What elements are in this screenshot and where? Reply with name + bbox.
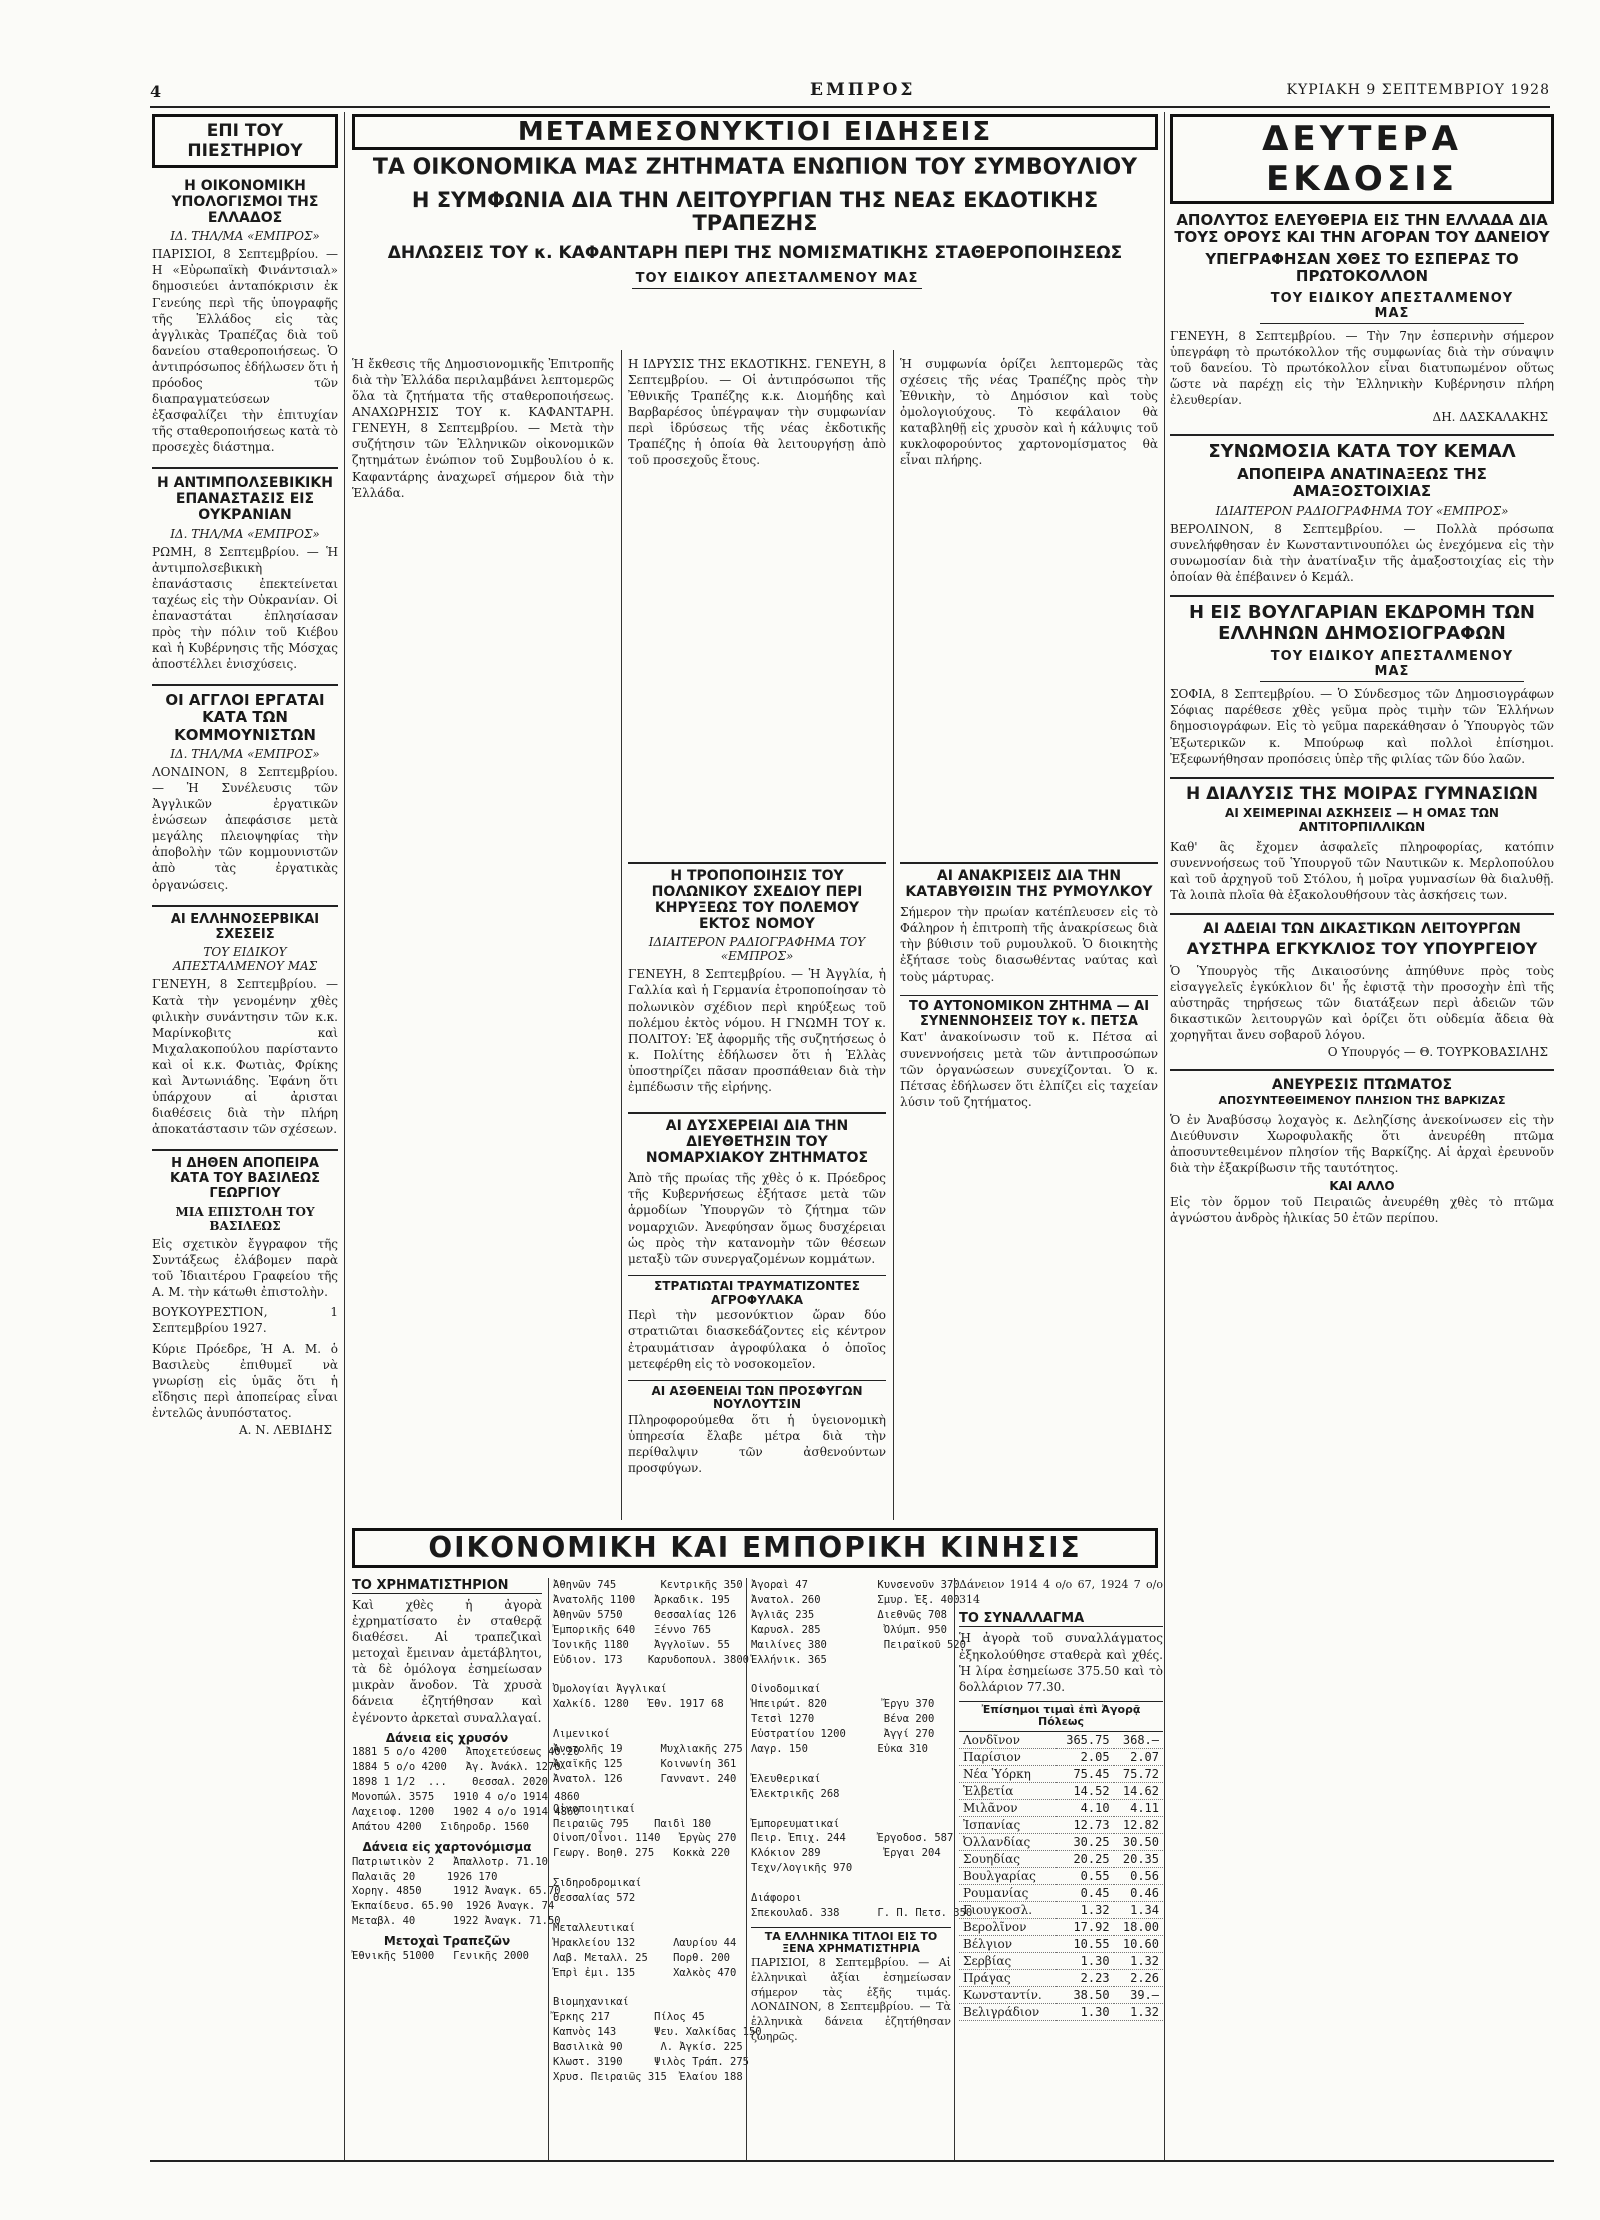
shares-list-2: Ἀγοραὶ 47 Κυνσενοῦν 370 Ἀνατολ. 260 Σμυρ. Ἐξ. 400 Ἀγλιᾶς 235 Διεθνῶς 708 Καρυσλ. 285 Ὀλύμπ. 950 Μαιλίνες 380 Πειραϊκοῦ 520 Ἑλλήνικ. 365 Οἰνοδομικαί Ἡπειρώτ. 820 Ἔργυ 370 Τετσὶ 1270 Βένα 200 Εὐστρατίου 1200 Ἀγγί 270 Λαγρ. 150 Εὐκα 310 Ἐλευθερικαί Ἐλεκτρικῆς 268 Ἐμπορευματικαί Πειρ. Ἐπιχ. 244 Ἐργοδοσ. 587 Κλόκιον 289 Ἐργαι 204 Τεχν/λογικῆς 970 Διάφοροι Σπεκουλαδ. 338 Γ. Π. Πετσ. 350 <box>751 1579 973 1919</box>
fx-buy: 4.10 <box>1056 1800 1113 1817</box>
article-body: Ἀπὸ τῆς πρωίας τῆς χθὲς ὁ κ. Πρόεδρος τῆς Κυβερνήσεως ἐξήτασε μετὰ τῶν ἁρμοδίων Ὑπουργῶν τὸ ζήτημα τῶν νομαρχιῶν. Ἀνεφύησαν ὅμως δυσχέρειαι ὡς πρὸς τὴν κατανομὴν τῶν θέσεων μεταξὺ τῶν συνεργαζομένων κομμάτων. <box>628 1171 886 1266</box>
article-title: ΑΙ ΕΛΛΗΝΟΣΕΡΒΙΚΑΙ ΣΧΕΣΕΙΣ <box>170 911 320 942</box>
fx-row <box>959 1766 1163 1783</box>
article-prefectures <box>628 1112 886 1526</box>
fx-body: Ἡ ἀγορὰ τοῦ συναλλάγματος ἐξηκολούθησε σταθερὰ καὶ χθές. Ἡ λίρα ἐσημείωσε 375.50 καὶ τὸ δολλάριον 77.30. <box>959 1631 1163 1694</box>
fx-currency: Σερβίας <box>959 1953 1056 1970</box>
column-rule <box>344 112 345 2162</box>
fx-sell: 20.35 <box>1114 1851 1163 1868</box>
fx-currency: Παρίσιον <box>959 1749 1056 1766</box>
fx-table-body <box>959 1732 1163 2021</box>
right-column <box>1170 114 1554 2162</box>
fx-sell: 0.56 <box>1114 1868 1163 1885</box>
article-title: ΑΙ ΔΥΣΧΕΡΕΙΑΙ ΔΙΑ ΤΗΝ ΔΙΕΥΘΕΤΗΣΙΝ ΤΟΥ ΝΟΜΑΡΧΙΑΚΟΥ ΖΗΤΗΜΑΤΟΣ <box>645 1118 869 1167</box>
loans2-list: Πατριωτικὸν 2 Ἀπαλλοτρ. 71.10 Παλαιᾶς 20 1926 170 Χορηγ. 4850 1912 Ἀναγκ. 65.70 Ἐκπαίδευσ. 65.90 1926 Ἀναγκ. 74 Μεταβλ. 40 1922 Ἀναγκ. 71.50 <box>352 1855 561 1928</box>
fx-buy: 30.25 <box>1056 1834 1113 1851</box>
lead-subheadline: Η ΣΥΜΦΩΝΙΑ ΔΙΑ ΤΗΝ ΛΕΙΤΟΥΡΓΙΑΝ ΤΗΣ ΝΕΑΣ ΕΚΔΟΤΙΚΗΣ ΤΡΑΠΕΖΗΣ <box>411 187 1099 236</box>
exchange-body: Καὶ χθὲς ἡ ἀγορὰ ἐχρηματίσατο ἐν σταθερᾷ διαθέσει. Αἱ τραπεζικαὶ μετοχαὶ ἔμειναν ἀμετάβλητοι, τὰ δὲ ὁμόλογα ἐσημείωσαν μικρὰν ἄνοδον. Τὰ χρυσὰ δάνεια ἐζητήθησαν καὶ ἐγένοντο ἀρκεταὶ συναλλαγαί. <box>352 1598 542 1725</box>
fx-sell: 4.11 <box>1114 1800 1163 1817</box>
article-body: ΣΟΦΙΑ, 8 Σεπτεμβρίου. — Ὁ Σύνδεσμος τῶν Δημοσιογράφων Σόφιας παρέθεσε χθὲς γεῦμα πρὸς τιμὴν τῶν Ἑλλήνων δημοσιογράφων. Εἰς τὸ γεῦμα παρεκάθησαν ὁ Ὑπουργὸς τῶν Ἐξωτερικῶν κ. Μπούρωφ καὶ πολλοὶ ἐπίσημοι. Ἐξεφωνήθησαν προπόσεις ὑπὲρ τῆς φιλίας τῶν δύο λαῶν. <box>1170 687 1554 766</box>
sub-article-title: ΣΤΡΑΤΙΩΤΑΙ ΤΡΑΥΜΑΤΙΖΟΝΤΕΣ ΑΓΡΟΦΥΛΑΚΑ <box>628 1275 886 1308</box>
article-body: ΡΩΜΗ, 8 Σεπτεμβρίου. — Ἡ ἀντιμπολσεβικικὴ ἐπανάστασις ἐπεκτείνεται ταχέως εἰς τὴν Οὐκρανίαν. Οἱ ἐπαναστάται ἐπλησίασαν πρὸς τὴν πόλιν τοῦ Κιέβου καὶ ἡ Κυβέρνησις τῆς Μόσχας ἀποστέλλει ἐνισχύσεις. <box>152 544 338 672</box>
article-body: Κύριε Πρόεδρε, Ἡ Α. Μ. ὁ Βασιλεὺς ἐπιθυμεῖ νὰ γνωρίσῃ εἰς ὑμᾶς ὅτι ἡ εἴδησις περὶ ἀποπείρας εἶναι ἐντελῶς ἀνυπόστατος. <box>152 1341 338 1420</box>
banks-title: Μετοχαὶ Τραπεζῶν <box>383 1934 511 1949</box>
article-title: ΑΙ ΑΝΑΚΡΙΣΕΙΣ ΔΙΑ ΤΗΝ ΚΑΤΑΒΥΘΙΣΙΝ ΤΗΣ ΡΥΜΟΥΛΚΟΥ <box>905 868 1153 901</box>
center-banner: ΜΕΤΑΜΕΣΟΝΥΚΤΙΟΙ ΕΙΔΗΣΕΙΣ <box>352 114 1158 150</box>
article-signature: Ο Υπουργός — Θ. ΤΟΥΡΚΟΒΑΣΙΛΗΣ <box>1327 1044 1548 1059</box>
article-body: ΓΕΝΕΥΗ, 8 Σεπτεμβρίου. — Κατὰ τὴν γενομένην χθὲς φιλικὴν συνάντησιν τῶν κ.κ. Μαρίνκοβιτς καὶ Μιχαλακοπούλου παρίσταντο καὶ οἱ κ.κ. Φωτιὰς, Φρίκης καὶ Ἀντωνιάδης. Ἐφάνη ὅτι ὑπάρχουν αἱ ἀρισται διαθέσεις διὰ τὴν πλήρη ἀποκατάστασιν τῶν σχέσεων. <box>152 977 338 1137</box>
article-corpse <box>1170 1069 1554 1226</box>
article-source: ΤΟΥ ΕΙΔΙΚΟΥ ΑΠΕΣΤΑΛΜΕΝΟΥ ΜΑΣ <box>172 945 318 974</box>
article-economic <box>152 178 338 455</box>
fx-row <box>959 1817 1163 1834</box>
foreign-exchange-note: ΠΑΡΙΣΙΟΙ, 8 Σεπτεμβρίου. — Αἱ ἑλληνικαὶ ἀξίαι ἐσημείωσαν σήμερον τὰς ἑξῆς τιμάς. ΛΟΝΔΙΝΟΝ, 8 Σεπτεμβρίου. — Τὰ ἑλληνικὰ δάνεια ἐζητήθησαν ζωηρῶς. <box>751 1956 951 2043</box>
article-body: ΒΕΡΟΛΙΝΟΝ, 8 Σεπτεμβρίου. — Πολλὰ πρόσωπα συνελήφθησαν ἐν Κωνσταντινουπόλει ὡς ἐνεχόμενα εἰς τὴν συνωμοσίαν διὰ τὴν ἀνατίναξιν τῆς ἀμαξοστοιχίας εἰς τὴν ὁποίαν θὰ ἐπέβαινεν ὁ Κεμάλ. <box>1170 521 1554 584</box>
article-tugboat <box>900 862 1158 1526</box>
fx-row <box>959 1732 1163 1749</box>
fx-row <box>959 1919 1163 1936</box>
article-polish-plan <box>628 862 886 1108</box>
fx-currency: Σουηδίας <box>959 1851 1056 1868</box>
fx-buy: 17.92 <box>1056 1919 1113 1936</box>
fx-row <box>959 1800 1163 1817</box>
fx-currency: Βελιγράδιον <box>959 2004 1056 2021</box>
article-fleet <box>1170 777 1554 903</box>
bottom-rule <box>150 2160 1554 2162</box>
fx-sell: 10.60 <box>1114 1936 1163 1953</box>
fx-sell: 368.— <box>1114 1732 1163 1749</box>
article-loan-protocol <box>1170 212 1554 424</box>
aside-body: Πληροφορούμεθα ὅτι ἡ ὑγειονομικὴ ὑπηρεσία ἔλαβε μέτρα διὰ τὴν περίθαλψιν τῶν ἀσθενούντων προσφύγων. <box>628 1413 886 1476</box>
fx-sell: 1.32 <box>1114 2004 1163 2021</box>
article-title: ΑΠΟΛΥΤΟΣ ΕΛΕΥΘΕΡΙΑ ΕΙΣ ΤΗΝ ΕΛΛΑΔΑ ΔΙΑ ΤΟΥΣ ΟΡΟΥΣ ΚΑΙ ΤΗΝ ΑΓΟΡΑΝ ΤΟΥ ΔΑΝΕΙΟΥ <box>1174 211 1550 247</box>
fx-currency: Ὀλλανδίας <box>959 1834 1056 1851</box>
article-title: ΣΥΝΩΜΟΣΙΑ ΚΑΤΑ ΤΟΥ ΚΕΜΑΛ <box>1208 441 1516 463</box>
article-body: Ἡ ἔκθεσις τῆς Δημοσιονομικῆς Ἐπιτροπῆς διὰ τὴν Ἑλλάδα περιλαμβάνει λεπτομερῶς ὅλα τὰ ζητήματα τῆς σταθεροποιήσεως. ΑΝΑΧΩΡΗΣΙΣ ΤΟΥ κ. ΚΑΦΑΝΤΑΡΗ. ΓΕΝΕΥΗ, 8 Σεπτεμβρίου. — Μετὰ τὴν συζήτησιν τῶν Ἑλληνικῶν οἰκονομικῶν ζητημάτων ἐνώπιον τοῦ Συμβουλίου ὁ κ. Καφαντάρης ἀναχωρεῖ σήμερον διὰ τὴν Ἑλλάδα. <box>352 357 614 500</box>
second-edition-banner: ΔΕΥΤΕΡΑ ΕΚΔΟΣΙΣ <box>1170 114 1554 204</box>
article-kicker: ΤΟΥ ΕΙΔΙΚΟΥ ΑΠΕΣΤΑΛΜΕΝΟΥ ΜΑΣ <box>1260 291 1524 324</box>
article-title: Η ΕΙΣ ΒΟΥΛΓΑΡΙΑΝ ΕΚΔΡΟΜΗ ΤΩΝ ΕΛΛΗΝΩΝ ΔΗΜΟΣΙΟΓΡΑΦΩΝ <box>1189 601 1535 644</box>
market-col-3 <box>746 1578 973 2162</box>
masthead: ΕΜΠΡΟΣ <box>810 80 916 100</box>
fx-sell: 0.46 <box>1114 1885 1163 1902</box>
sub-article-body: Εἰς τὸν ὅρμον τοῦ Πειραιῶς ἀνευρέθη χθὲς τὸ πτῶμα ἀγνώστου ἀνδρὸς ἡλικίας 50 ἐτῶν περίπου. <box>1170 1194 1554 1225</box>
article-workers <box>152 684 338 892</box>
article-bulgaria-trip <box>1170 595 1554 767</box>
article-body: Ὁ Ὑπουργὸς τῆς Δικαιοσύνης ἀπηύθυνε πρὸς τοὺς εἰσαγγελεῖς ἐγκύκλιον δι' ἧς ἐφιστᾷ τὴν προσοχὴν ἐπὶ τῆς αὐστηρᾶς τηρήσεως τῶν διατάξεων περὶ ἀδειῶν τῶν δικαστικῶν λειτουργῶν καὶ ὁρίζει ὅτι οὐδεμία ἄδεια θὰ χορηγῆται ἄνευ σοβαροῦ λόγου. <box>1170 963 1554 1042</box>
article-title: Η ΑΝΤΙΜΠΟΛΣΕΒΙΚΙΚΗ ΕΠΑΝΑΣΤΑΣΙΣ ΕΙΣ ΟΥΚΡΑΝΙΑΝ <box>157 475 333 524</box>
fx-currency: Λονδῖνον <box>959 1732 1056 1749</box>
fx-row <box>959 1749 1163 1766</box>
fx-currency: Βουλγαρίας <box>959 1868 1056 1885</box>
fx-buy: 365.75 <box>1056 1732 1113 1749</box>
article-title: Η ΔΗΘΕΝ ΑΠΟΠΕΙΡΑ ΚΑΤΑ ΤΟΥ ΒΑΣΙΛΕΩΣ ΓΕΩΡΓΙΟΥ <box>169 1156 320 1202</box>
fx-currency: Βερολῖνον <box>959 1919 1056 1936</box>
sub-article-body: Κατ' ἀνακοίνωσιν τοῦ κ. Πέτσα αἱ συνεννοήσεις μετὰ τῶν ἀντιπροσώπων τῶν ὀργανώσεων συνεχίζονται. Ὁ κ. Πέτσας ἐδήλωσεν ὅτι ἐλπίζει εἰς ταχείαν λύσιν τοῦ ζητήματος. <box>900 1030 1158 1109</box>
sub-article-title: ΤΟ ΑΥΤΟΝΟΜΙΚΟΝ ΖΗΤΗΜΑ — ΑΙ ΣΥΝΕΝΝΟΗΣΕΙΣ ΤΟΥ κ. ΠΕΤΣΑ <box>900 995 1158 1030</box>
fx-currency: Νέα Ὑόρκη <box>959 1766 1056 1783</box>
article-body: Σήμερον τὴν πρωίαν κατέπλευσεν εἰς τὸ Φάληρον ἡ ἐπιτροπὴ τῆς ἀνακρίσεως διὰ τὴν βύθισιν τοῦ ρυμουλκοῦ. Ὁ διοικητὴς ἐξήτασε τοὺς διασωθέντας ναύτας καὶ τοὺς μάρτυρας. <box>900 905 1158 984</box>
lead-col-2 <box>628 356 886 856</box>
market-col-1 <box>352 1578 580 2162</box>
article-subtitle: ΜΙΑ ΕΠΙΣΤΟΛΗ ΤΟΥ ΒΑΣΙΛΕΩΣ <box>175 1205 315 1234</box>
article-body: ΓΕΝΕΥΗ, 8 Σεπτεμβρίου. — Τὴν 7ην ἑσπερινὴν σήμερον ὑπεγράφη τὸ πρωτόκολλον τῆς συμφωνίας διὰ τὴν σύναψιν τοῦ δανείου. Τὸ πρωτόκολλον εἶναι διατυπωμένον οὕτως ὥστε νὰ παρέχῃ εἰς τὴν Ἑλληνικὴν Κυβέρνησιν πλήρη ἐλευθερίαν. <box>1170 329 1554 408</box>
fx-buy: 0.55 <box>1056 1868 1113 1885</box>
fx-row <box>959 1851 1163 1868</box>
loans-title: Δάνεια εἰς χρυσόν <box>385 1730 509 1745</box>
article-title: ΟΙ ΑΓΓΛΟΙ ΕΡΓΑΤΑΙ ΚΑΤΑ ΤΩΝ ΚΟΜΜΟΥΝΙΣΤΩΝ <box>165 691 325 744</box>
article-body: Η ΙΔΡΥΣΙΣ ΤΗΣ ΕΚΔΟΤΙΚΗΣ. ΓΕΝΕΥΗ, 8 Σεπτεμβρίου. — Οἱ ἀντιπρόσωποι τῆς Ἐθνικῆς Τραπέζης κ.κ. Διομήδης καὶ Βαρβαρέσος ὑπέγραψαν τὴν συμφωνίαν περὶ ἱδρύσεως τῆς νέας ἐκδοτικῆς Τραπέζης ἡ ὁποία θὰ λειτουργήσῃ ἀπὸ τοῦ προσεχοῦς ἔτους. <box>628 357 886 468</box>
lead-col-3 <box>900 356 1158 856</box>
article-subtitle: ΑΠΟΣΥΝΤΕΘΕΙΜΕΝΟΥ ΠΛΗΣΙΟΝ ΤΗΣ ΒΑΡΚΙΖΑΣ <box>1218 1094 1506 1108</box>
fx-currency: Πράγας <box>959 1970 1056 1987</box>
article-king <box>152 1149 338 1437</box>
fx-buy: 75.45 <box>1056 1766 1113 1783</box>
lead-deck: ΔΗΛΩΣΕΙΣ ΤΟΥ κ. ΚΑΦΑΝΤΑΡΗ ΠΕΡΙ ΤΗΣ ΝΟΜΙΣΜΑΤΙΚΗΣ ΣΤΑΘΕΡΟΠΟΙΗΣΕΩΣ <box>387 242 1123 263</box>
loans-list: 1881 5 ο/ο 4200 Ἀποχετεύσεως 40.20 1884 5 ο/ο 4200 Ἀγ. Ἀνάκλ. 1270 1898 1 1/2 ... Θεσσαλ. 2020 Μονοπώλ. 3575 1910 4 ο/ο 1914 4860 Λαχειοφ. 1200 1902 4 ο/ο 1914 4860 Απάτου 4200 Σιδηροδρ. 1560 <box>352 1746 580 1833</box>
fx-currency: Ρουμανίας <box>959 1885 1056 1902</box>
fx-currency: Κωνσταντίν. <box>959 1987 1056 2004</box>
article-body: Καθ' ἃς ἔχομεν ἀσφαλεῖς πληροφορίας, κατόπιν συνεννοήσεως τοῦ Ὑπουργοῦ τῶν Ναυτικῶν κ. Μερλοπούλου καὶ τοῦ ἀρχηγοῦ τοῦ Στόλου, ἡ μοῖρα γυμνασίων θὰ διαλυθῇ. Τὰ λοιπὰ πλοῖα θὰ ἐξακολουθήσουν τὰς ἀσκήσεις των. <box>1170 839 1554 903</box>
article-source: ΙΔΙΑΙΤΕΡΟΝ ΡΑΔΙΟΓΡΑΦΗΜΑ ΤΟΥ «ΕΜΠΡΟΣ» <box>1215 503 1509 518</box>
fx-sell: 18.00 <box>1114 1919 1163 1936</box>
article-title: ΑΙ ΑΔΕΙΑΙ ΤΩΝ ΔΙΚΑΣΤΙΚΩΝ ΛΕΙΤΟΥΡΓΩΝ <box>1203 921 1521 938</box>
fx-buy: 38.50 <box>1056 1987 1113 2004</box>
article-title: Η ΟΙΚΟΝΟΜΙΚΗ ΥΠΟΛΟΓΙΣΜΟΙ ΤΗΣ ΕΛΛΑΔΟΣ <box>171 178 319 227</box>
article-greek-serbian <box>152 905 338 1138</box>
article-body: Ἡ συμφωνία ὁρίζει λεπτομερῶς τὰς σχέσεις τῆς νέας Τραπέζης πρὸς τὴν Ἐθνικὴν, τὸ Δημόσιον καὶ τοὺς ὀμολογιούχους. Τὸ κεφάλαιον θὰ καταβληθῇ εἰς χρυσὸν καὶ ἡ κάλυψις τοῦ κυκλοφορούντος χαρτονομίσματος θὰ εἶναι πλήρης. <box>900 357 1158 468</box>
article-judges <box>1170 913 1554 1059</box>
fx-table-title: Ἐπίσημοι τιμαὶ ἐπὶ Ἀγορᾷ Πόλεως <box>959 1701 1163 1732</box>
section-title: ΕΠΙ ΤΟΥ ΠΙΕΣΤΗΡΙΟΥ <box>152 114 338 168</box>
column-rule <box>893 350 894 1520</box>
fx-buy: 2.23 <box>1056 1970 1113 1987</box>
running-header <box>150 80 1550 108</box>
article-ukraine <box>152 467 338 672</box>
column-rule <box>1164 112 1165 2162</box>
issue-date: ΚΥΡΙΑΚΗ 9 ΣΕΠΤΕΜΒΡΙΟΥ 1928 <box>1286 82 1550 98</box>
fx-sell: 1.32 <box>1114 1953 1163 1970</box>
fx-sell: 39.— <box>1114 1987 1163 2004</box>
article-title: Η ΤΡΟΠΟΠΟΙΗΣΙΣ ΤΟΥ ΠΟΛΩΝΙΚΟΥ ΣΧΕΔΙΟΥ ΠΕΡΙ ΚΗΡΥΞΕΩΣ ΤΟΥ ΠΟΛΕΜΟΥ ΕΚΤΟΣ ΝΟΜΟΥ <box>651 868 863 933</box>
fx-buy: 1.32 <box>1056 1902 1113 1919</box>
market-col-4 <box>954 1578 1163 2162</box>
sub-article-title: ΚΑΙ ΑΛΛΟ <box>1329 1179 1395 1194</box>
fx-sell: 2.07 <box>1114 1749 1163 1766</box>
fx-row <box>959 1953 1163 1970</box>
fx-row <box>959 1970 1163 1987</box>
article-subtitle: ΑΙ ΧΕΙΜΕΡΙΝΑΙ ΑΣΚΗΣΕΙΣ — Η ΟΜΑΣ ΤΩΝ ΑΝΤΙΤΟΡΠΙΛΛΙΚΩΝ <box>1225 806 1499 834</box>
article-title: Η ΔΙΑΛΥΣΙΣ ΤΗΣ ΜΟΙΡΑΣ ΓΥΜΝΑΣΙΩΝ <box>1186 783 1538 804</box>
market-col-2 <box>548 1578 762 2162</box>
page-number: 4 <box>150 82 162 101</box>
fx-row <box>959 1987 1163 2004</box>
fx-sell: 2.26 <box>1114 1970 1163 1987</box>
exchange-title: ΤΟ ΧΡΗΜΑΤΙΣΤΗΡΙΟΝ <box>352 1578 542 1594</box>
market-banner: ΟΙΚΟΝΟΜΙΚΗ ΚΑΙ ΕΜΠΟΡΙΚΗ ΚΙΝΗΣΙΣ <box>352 1528 1158 1568</box>
fx-buy: 12.73 <box>1056 1817 1113 1834</box>
lead-headline: ΤΑ ΟΙΚΟΝΟΜΙΚΑ ΜΑΣ ΖΗΤΗΜΑΤΑ ΕΝΩΠΙΟΝ ΤΟΥ ΣΥΜΒΟΥΛΙΟΥ <box>372 155 1138 180</box>
fx-currency: Βέλγιον <box>959 1936 1056 1953</box>
article-dateline: ΒΟΥΚΟΥΡΕΣΤΙΟΝ, 1 Σεπτεμβρίου 1927. <box>152 1305 338 1336</box>
article-kicker: ΤΟΥ ΕΙΔΙΚΟΥ ΑΠΕΣΤΑΛΜΕΝΟΥ ΜΑΣ <box>1260 649 1524 682</box>
fx-currency: Ἰσπανίας <box>959 1817 1056 1834</box>
fx-sell: 14.62 <box>1114 1783 1163 1800</box>
article-source: ΙΔ. ΤΗΛ/ΜΑ «ΕΜΠΡΟΣ» <box>170 229 320 244</box>
fx-row <box>959 2004 1163 2021</box>
fx-table <box>959 1732 1163 2021</box>
fx-row <box>959 1783 1163 1800</box>
lead-headlines <box>352 156 1158 352</box>
fx-buy: 1.30 <box>1056 1953 1113 1970</box>
article-source: ΙΔ. ΤΗΛ/ΜΑ «ΕΜΠΡΟΣ» <box>170 526 320 541</box>
article-body: Εἰς σχετικὸν ἔγγραφον τῆς Συντάξεως ἐλάβομεν παρὰ τοῦ Ἰδιαιτέρου Γραφείου τῆς Α. Μ. τὴν κάτωθι ἐπιστολὴν. <box>152 1237 338 1300</box>
article-source: ΙΔ. ΤΗΛ/ΜΑ «ΕΜΠΡΟΣ» <box>170 746 320 761</box>
article-body: ΓΕΝΕΥΗ, 8 Σεπτεμβρίου. — Ἡ Ἀγγλία, ἡ Γαλλία καὶ ἡ Γερμανία ἐτροποποίησαν τὸ πολωνικὸν σχέδιον περὶ κηρύξεως τοῦ πολέμου ἐκτὸς νόμου. Η ΓΝΩΜΗ ΤΟΥ κ. ΠΟΛΙΤΟΥ: Ἐξ ἀφορμῆς τῆς συζητήσεως ὁ κ. Πολίτης ἐδήλωσεν ὅτι ἡ Ἑλλὰς ὑποστηρίζει πᾶσαν προσπάθειαν διὰ τὴν ἐμπέδωσιν τῆς εἰρήνης. <box>628 967 886 1094</box>
fx-buy: 10.55 <box>1056 1936 1113 1953</box>
article-subtitle: ΥΠΕΓΡΑΦΗΣΑΝ ΧΘΕΣ ΤΟ ΕΣΠΕΡΑΣ ΤΟ ΠΡΩΤΟΚΟΛΛΟΝ <box>1205 249 1519 285</box>
fx-buy: 2.05 <box>1056 1749 1113 1766</box>
aside-title: ΑΙ ΑΣΘΕΝΕΙΑΙ ΤΩΝ ΠΡΟΣΦΥΓΩΝ ΝΟΥΛΟΥΤΣΙΝ <box>628 1380 886 1413</box>
loan-quote: Δάνειον 1914 4 ο/ο 67, 1924 7 ο/ο 314 <box>959 1578 1163 1606</box>
fx-row <box>959 1885 1163 1902</box>
fx-sell: 75.72 <box>1114 1766 1163 1783</box>
fx-row <box>959 1902 1163 1919</box>
article-body: Ὁ ἐν Ἀναβύσσῳ λοχαγὸς κ. Δεληζίσης ἀνεκοίνωσεν εἰς τὴν Διεύθυνσιν Χωροφυλακῆς ὅτι ἀνευρέθη πτῶμα ἀποσυντεθειμένον πλησίον τῆς Βαρκίζης. Αἱ ἀρχαὶ ἐρευνοῦν διὰ τὴν ἐξακρίβωσιν τῆς ταυτότητος. <box>1170 1112 1554 1175</box>
article-title: ΑΝΕΥΡΕΣΙΣ ΠΤΩΜΑΤΟΣ <box>1271 1076 1453 1093</box>
article-source: ΙΔΙΑΙΤΕΡΟΝ ΡΑΔΙΟΓΡΑΦΗΜΑ ΤΟΥ «ΕΜΠΡΟΣ» <box>648 935 866 964</box>
fx-currency: Ἑλβετία <box>959 1783 1056 1800</box>
fx-row <box>959 1936 1163 1953</box>
foreign-exchange-note-title: ΤΑ ΕΛΛΗΝΙΚΑ ΤΙΤΛΟΙ ΕΙΣ ΤΟ ΞΕΝΑ ΧΡΗΜΑΤΙΣΤΗΡΙΑ <box>751 1927 951 1956</box>
lead-kicker: ΤΟΥ ΕΙΔΙΚΟΥ ΑΠΕΣΤΑΛΜΕΝΟΥ ΜΑΣ <box>632 271 922 289</box>
fx-sell: 12.82 <box>1114 1817 1163 1834</box>
fx-buy: 0.45 <box>1056 1885 1113 1902</box>
lead-col-1 <box>352 356 614 916</box>
fx-sell: 30.50 <box>1114 1834 1163 1851</box>
fx-row <box>959 1834 1163 1851</box>
fx-title: ΤΟ ΣΥΝΑΛΛΑΓΜΑ <box>959 1611 1163 1627</box>
fx-buy: 1.30 <box>1056 2004 1113 2021</box>
fx-currency: Μιλᾶνον <box>959 1800 1056 1817</box>
shares-list: Ἀθηνῶν 745 Κεντρικῆς 350 Ἀνατολῆς 1100 Ἀρκαδικ. 195 Ἀθηνῶν 5750 Θεσσαλίας 126 Ἐμπορικῆς 640 Ξέννο 765 Ἰονικῆς 1180 Ἀγγλοϊων. 55 Εὐδιον. 173 Καρυδοπουλ. 3800 Ὀμολογίαι Ἀγγλικαί Χαλκίδ. 1280 Ἐθν. 1917 68 Λιμενικοί Ἀνατολῆς 19 Μυχλιακῆς 275 Ἀχαϊκῆς 125 Κοινωνίη 361 Ἀνατολ. 126 Γανναντ. 240 Οἰνοποιητικαί Πειραιῶς 795 Παιδὶ 180 Οἰνοπ/Οἶνοι. 1140 Ἐργὼς 270 Γεωργ. Βοηθ. 275 Κοκκὰ 220 Σιδηροδρομικαί Θεσσαλίας 572 Μεταλλευτικαί Ἡρακλείου 132 Λαυρίου 44 Λαβ. Μεταλλ. 25 Πορθ. 200 Ἑπρὶ ἐμι. 135 Χαλκὸς 470 Βιομηχανικαί Ἔρκης 217 Πίλος 45 Καπνὸς 143 Ψευ. Χαλκίδας 150 Βασιλικὰ 90 Λ. Ἀγκίσ. 225 Κλωστ. 3190 Ψιλὸς Τράπ. 275 Χρυσ. Πειραιῶς 315 Ἐλαίου 188 <box>553 1579 762 2083</box>
sub-article-body: Περὶ τὴν μεσονύκτιον ὥραν δύο στρατιῶται διασκεδάζοντες εἰς κέντρον ἐτραυμάτισαν ἀγροφύλακα ὁ ὁποῖος μετεφέρθη εἰς τὸ νοσοκομεῖον. <box>628 1308 886 1371</box>
article-signature: ΔΗ. ΔΑΣΚΑΛΑΚΗΣ <box>1432 410 1548 425</box>
article-signature: Α. Ν. ΛΕΒΙΔΗΣ <box>238 1422 332 1437</box>
left-column <box>152 114 338 2154</box>
banks-list: Ἐθνικῆς 51000 Γενικῆς 2000 <box>352 1949 530 1962</box>
fx-sell: 1.34 <box>1114 1902 1163 1919</box>
fx-buy: 14.52 <box>1056 1783 1113 1800</box>
fx-buy: 20.25 <box>1056 1851 1113 1868</box>
column-rule <box>621 350 622 1520</box>
fx-currency: Γιουγκοσλ. <box>959 1902 1056 1919</box>
article-body: ΛΟΝΔΙΝΟΝ, 8 Σεπτεμβρίου. — Ἡ Συνέλευσις τῶν Ἀγγλικῶν ἐργατικῶν ἑνώσεων ἀπεφάσισε μετὰ μεγάλης πλειοψηφίας τὴν ἀποβολὴν τῶν κομμουνιστῶν ἀπὸ τὰς ἐργατικὰς ὀργανώσεις. <box>152 764 338 892</box>
article-body: ΠΑΡΙΣΙΟΙ, 8 Σεπτεμβρίου. — Η «Εὐρωπαϊκὴ Φινάντσιαλ» δημοσιεύει ἀνταπόκρισιν ἐκ Γενεύης περὶ τῆς ὑπογραφῆς τῆς Ἑλλάδος εἰς τὰς ἀγγλικὰς Τραπέζας διὰ τοῦ δανείου σταθεροποιήσεως. Ὁ ἀντιπρόσωπος ἐδήλωσεν ὅτι ἡ πρόοδος τῶν διαπραγματεύσεων ἐξασφαλίζει τὴν ἐπιτυχίαν τῆς σταθεροποιήσεως κατὰ τὸ προσεχὲς διάστημα. <box>152 247 338 455</box>
article-subtitle: ΑΥΣΤΗΡΑ ΕΓΚΥΚΛΙΟΣ ΤΟΥ ΥΠΟΥΡΓΕΙΟΥ <box>1186 939 1538 959</box>
loans2-title: Δάνεια εἰς χαρτονόμισμα <box>362 1839 532 1854</box>
article-subtitle: ΑΠΟΠΕΙΡΑ ΑΝΑΤΙΝΑΞΕΩΣ ΤΗΣ ΑΜΑΞΟΣΤΟΙΧΙΑΣ <box>1237 465 1487 501</box>
article-kemal <box>1170 434 1554 585</box>
fx-row <box>959 1868 1163 1885</box>
